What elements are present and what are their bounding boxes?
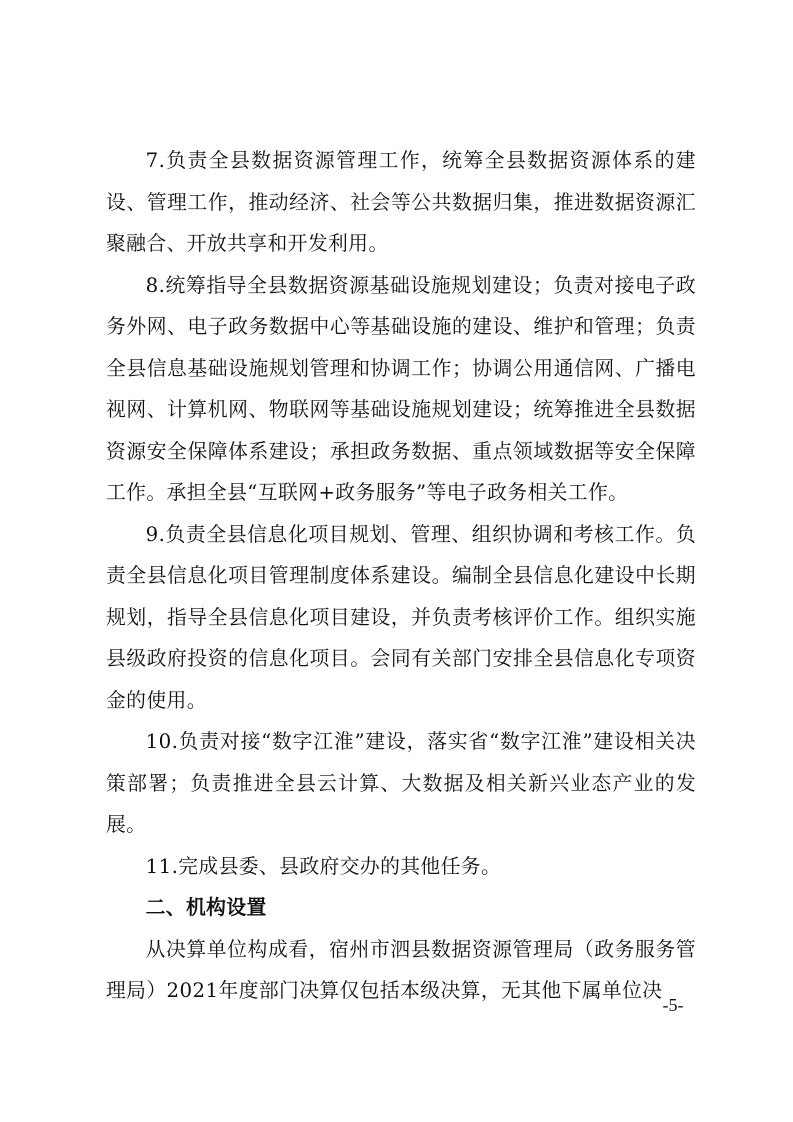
paragraph-item-9: 9.负责全县信息化项目规划、管理、组织协调和考核工作。负责全县信息化项目管理制度体系建设。编制全县信息化建设中长期规划，指导全县信息化项目建设，并负责考核评价工作。组织实施县级政府投资的信息化项目。会同有关部门安排全县信息化专项资金的使用。 [106,522,696,712]
section-heading: 二、机构设置 [145,896,267,919]
document-body [106,140,696,1012]
paragraph-item-7: 7.负责全县数据资源管理工作，统筹全县数据资源体系的建设、管理工作，推动经济、社会等公共数据归集，推进数据资源汇聚融合、开放共享和开发利用。 [106,149,696,255]
page-number: -5- [662,995,684,1015]
paragraph-item-8: 8.统筹指导全县数据资源基础设施规划建设；负责对接电子政务外网、电子政务数据中心等基础设施的建设、维护和管理；负责全县信息基础设施规划管理和协调工作；协调公用通信网、广播电视网、计算机网、物联网等基础设施规划建设；统筹推进全县数据资源安全保障体系建设；承担政务数据、重点领域数据等安全保障工作。承担全县“互联网+政务服务”等电子政务相关工作。 [106,273,696,504]
paragraph-item-10: 10.负责对接“数字江淮”建设，落实省“数字江淮”建设相关决策部署；负责推进全县云计算、大数据及相关新兴业态产业的发展。 [106,730,696,836]
section-paragraph: 从决算单位构成看，宿州市泗县数据资源管理局（政务服务管理局）2021年度部门决算仅包括本级决算，无其他下属单位决 [106,937,696,1002]
paragraph-item-11: 11.完成县委、县政府交办的其他任务。 [145,854,502,878]
